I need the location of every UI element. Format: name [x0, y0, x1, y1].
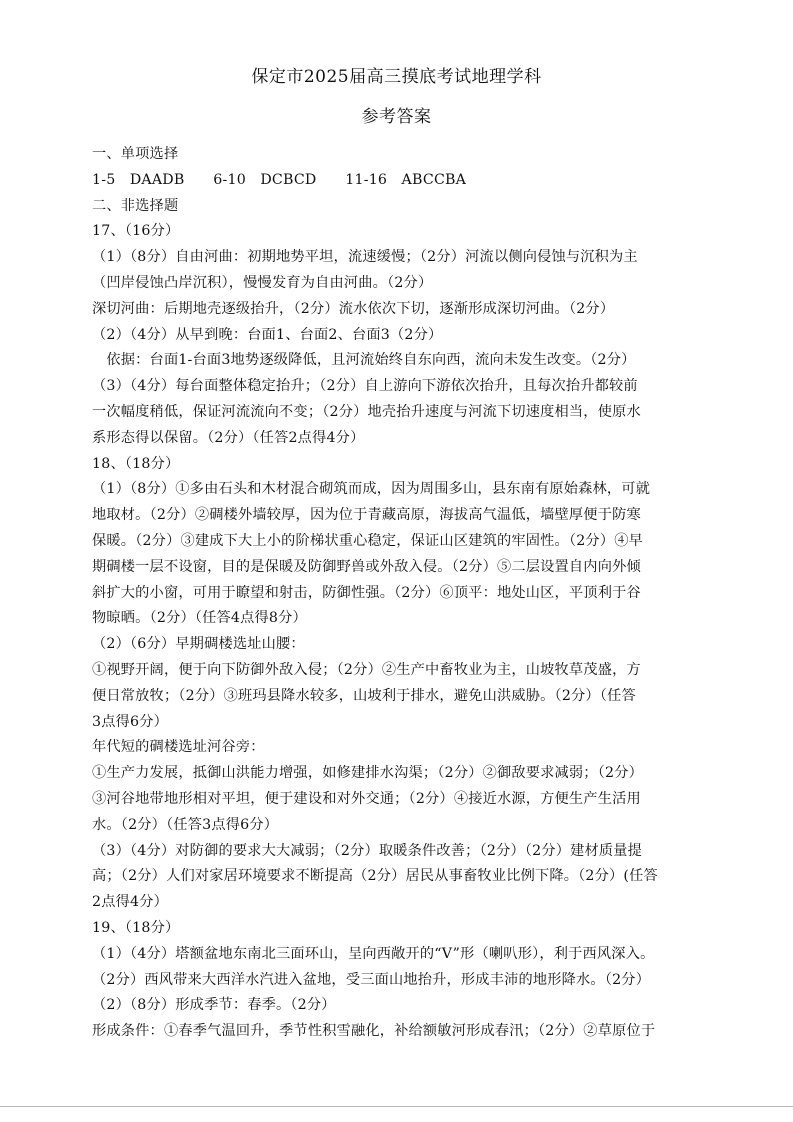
section-heading: 二、非选择题: [92, 197, 179, 214]
answer-line: （3）（4分）对防御的要求大大减弱；（2分）取暖条件改善；（2分）（2分）建材质量提: [92, 842, 643, 859]
answer-line: 高；（2分）人们对家居环境要求不断提高（2分）居民从事畜牧业比例下降。（2分）(任答: [92, 868, 658, 885]
answer-line: （凹岸侵蚀凸岸沉积），慢慢发育为自由河曲。（2分）: [92, 274, 433, 291]
answer-line: 一次幅度稍低，保证河流流向不变；（2分）地壳抬升速度与河流下切速度相当，使原水: [92, 403, 641, 420]
choice-answers: 1-5 DAADB 6-10 DCBCD 11-16 ABCCBA: [92, 171, 467, 188]
answer-line: 3点得6分）: [92, 713, 169, 730]
answer-line: （2）（6分）早期碉楼选址山腰：: [92, 636, 305, 653]
answer-line: （2）（4分）从早到晚：台面1、台面2、台面3（2分）: [92, 326, 443, 343]
answer-line: 形成条件：①春季气温回升，季节性积雪融化，补给额敏河形成春汛；（2分）②草原位于: [92, 1023, 656, 1040]
answer-line: ①生产力发展，抵御山洪能力增强，如修建排水沟渠；（2分）②御敌要求减弱；（2分）: [92, 765, 643, 782]
document-subtitle: 参考答案: [361, 107, 432, 127]
question-heading: 17、（16分）: [92, 223, 180, 240]
answer-line: （1）（8分）自由河曲：初期地势平坦，流速缓慢；（2分）河流以侧向侵蚀与沉积为主: [92, 249, 638, 266]
question-heading: 19、（18分）: [92, 919, 180, 936]
question-heading: 18、（18分）: [92, 455, 180, 472]
answer-line: （3）（4分）每台面整体稳定抬升；（2分）自上游向下游依次抬升，且每次抬升都较前: [92, 378, 638, 395]
answer-line: 斜扩大的小窗，可用于瞭望和射击，防御性强。（2分）⑥顶平：地处山区，平顶利于谷: [92, 584, 641, 601]
answer-line: 系形态得以保留。（2分）（任答2点得4分）: [92, 429, 365, 446]
answer-line: 期碉楼一层不设窗，目的是保暖及防御野兽或外敌入侵。（2分）⑤二层设置自内向外倾: [92, 558, 641, 575]
section-heading: 一、单项选择: [92, 146, 179, 162]
document-title: 保定市2025届高三摸底考试地理学科: [251, 67, 542, 87]
answer-line: 依据：台面1-台面3地势逐级降低，且河流始终自东向西，流向未发生改变。（2分）: [92, 352, 636, 369]
answer-line: 物晾晒。（2分）（任答4点得8分）: [92, 610, 307, 627]
answer-line: （2）（8分）形成季节：春季。（2分）: [92, 997, 336, 1014]
answer-line: 地取材。（2分）②碉楼外墙较厚，因为位于青藏高原，海拔高气温低，墙壁厚便于防寒: [92, 507, 641, 524]
answer-line: （1）（8分）①多由石头和木材混合砌筑而成，因为周围多山，县东南有原始森林，可就: [92, 481, 651, 498]
answer-line: 深切河曲：后期地壳逐级抬升，（2分）流水依次下切，逐渐形成深切河曲。（2分）: [92, 300, 615, 317]
answer-body: [92, 142, 712, 1045]
answer-line: 水。（2分）（任答3点得6分）: [92, 816, 279, 833]
answer-line: 年代短的碉楼选址河谷旁：: [92, 739, 265, 756]
answer-line: （2分）西风带来大西洋水汽进入盆地，受三面山地抬升，形成丰沛的地形降水。（2分）: [92, 971, 651, 988]
answer-line: 2点得4分）: [92, 894, 169, 911]
answer-line: ③河谷地带地形相对平坦，便于建设和对外交通；（2分）④接近水源，方便生产生活用: [92, 790, 641, 807]
page-bottom-divider: [0, 1106, 793, 1107]
answer-line: （1）（4分）塔额盆地东南北三面环山，呈向西敞开的“V”形（喇叭形），利于西风深入。: [92, 945, 655, 962]
answer-line: 便日常放牧；（2分）③班玛县降水较多，山坡利于排水，避免山洪威胁。（2分）（任答: [92, 687, 636, 704]
answer-line: 保暖。（2分）③建成下大上小的阶梯状重心稳定，保证山区建筑的牢固性。（2分）④早: [92, 532, 643, 549]
answer-line: ①视野开阔，便于向下防御外敌入侵；（2分）②生产中畜牧业为主，山坡牧草茂盛，方: [92, 661, 641, 678]
